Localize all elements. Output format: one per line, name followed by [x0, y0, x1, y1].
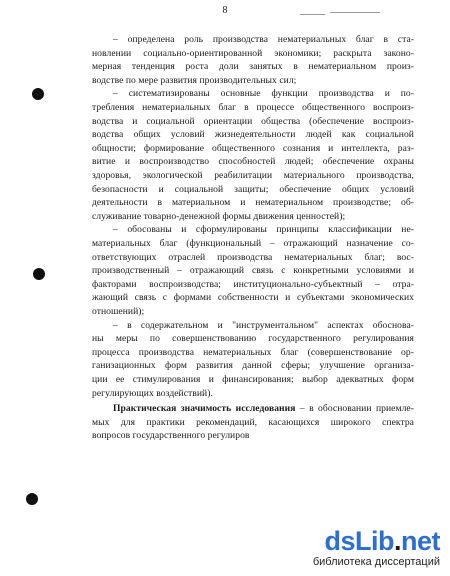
- text-line: витие и воспроизводство способностей людей; обеспечение охраны: [92, 156, 414, 168]
- text-line: мых для практики рекомендаций, касающихся широкого спектра: [92, 416, 414, 428]
- dslib-subtitle: библиотека диссертаций: [312, 556, 440, 568]
- text-line: ответствующих отраслей производства нематериальных благ; вос-: [92, 251, 414, 263]
- text-line: ции ее стимулирования и финансирования; выбор адекватных форм: [92, 374, 414, 385]
- text-line: требления нематериальных благ в процессе общественного воспроиз-: [92, 102, 414, 113]
- binder-hole-bottom: [26, 493, 38, 505]
- text-line: здоровья, экологической реабилитации материального производства,: [92, 170, 414, 181]
- bold-heading-text: Практическая значимость исследования: [113, 403, 296, 415]
- page-number: 8: [222, 5, 228, 16]
- text-line: – в содержательном и "инструментальном" аспектах обоснова-: [113, 319, 414, 331]
- binder-hole-middle: [33, 268, 45, 280]
- text-line: ганизационных форм развития данной сферы; улучшение организа-: [92, 360, 414, 372]
- text-line: материальных благ (функциональный – отражающий назначение со-: [92, 238, 414, 249]
- text-line: водства общих условий жизнедеятельности людей как социальной: [92, 129, 414, 141]
- text-line: жающий связь с формами собственности и субъектами экономических: [92, 292, 414, 304]
- scan-artifact-top-right-2: [300, 14, 325, 15]
- text-line: водстве по мере развития производительных сил;: [92, 74, 297, 86]
- binder-hole-top: [32, 88, 44, 100]
- text-line: ны меры по совершенствованию государственного регулирования: [92, 333, 414, 345]
- text-line: регулирующих воздействий).: [92, 387, 213, 399]
- text-line: служивание товарно-денежной формы движения ценностей);: [92, 210, 346, 222]
- scan-artifact-top-right: [330, 12, 380, 13]
- text-line: производственный – отражающий связь с конкретными условиями и: [92, 265, 414, 277]
- text-line: деятельности в материальном и нематериальном производстве; об-: [92, 197, 414, 209]
- text-line: общности; формирование общественного сознания и интеллекта, раз-: [92, 142, 414, 154]
- dslib-watermark: [270, 526, 440, 576]
- text-line: новлении социально-ориентированной экономики; раскрыта законо-: [92, 47, 414, 59]
- text-line: процесса производства нематериальных благ (совершенствование ор-: [92, 346, 414, 358]
- text-line: водства и социальной ориентации общества (обеспечение воспроиз-: [92, 115, 414, 127]
- text-line: – определена роль производства нематериальных благ в ста-: [113, 34, 414, 45]
- text-line: безопасности и социальной защиты; обеспечение общих условий: [92, 183, 414, 195]
- text-line: отношений);: [92, 306, 145, 317]
- text-line: – обосованы и сформулированы принципы классификации не-: [113, 224, 414, 236]
- text-line: факторами воспроизводства; институционально-субъектный – отра-: [92, 278, 414, 290]
- text-line: мерная тенденция роста доли занятых в нематериальном произ-: [92, 61, 414, 73]
- text-line: Практическая значимость исследования – в обосновании приемле-: [113, 403, 414, 415]
- text-line: – систематизированы основные функции производства и по-: [113, 88, 414, 100]
- text-line: вопросов государственного регулиров: [92, 430, 250, 442]
- dslib-logo: dsLib.net: [324, 526, 440, 556]
